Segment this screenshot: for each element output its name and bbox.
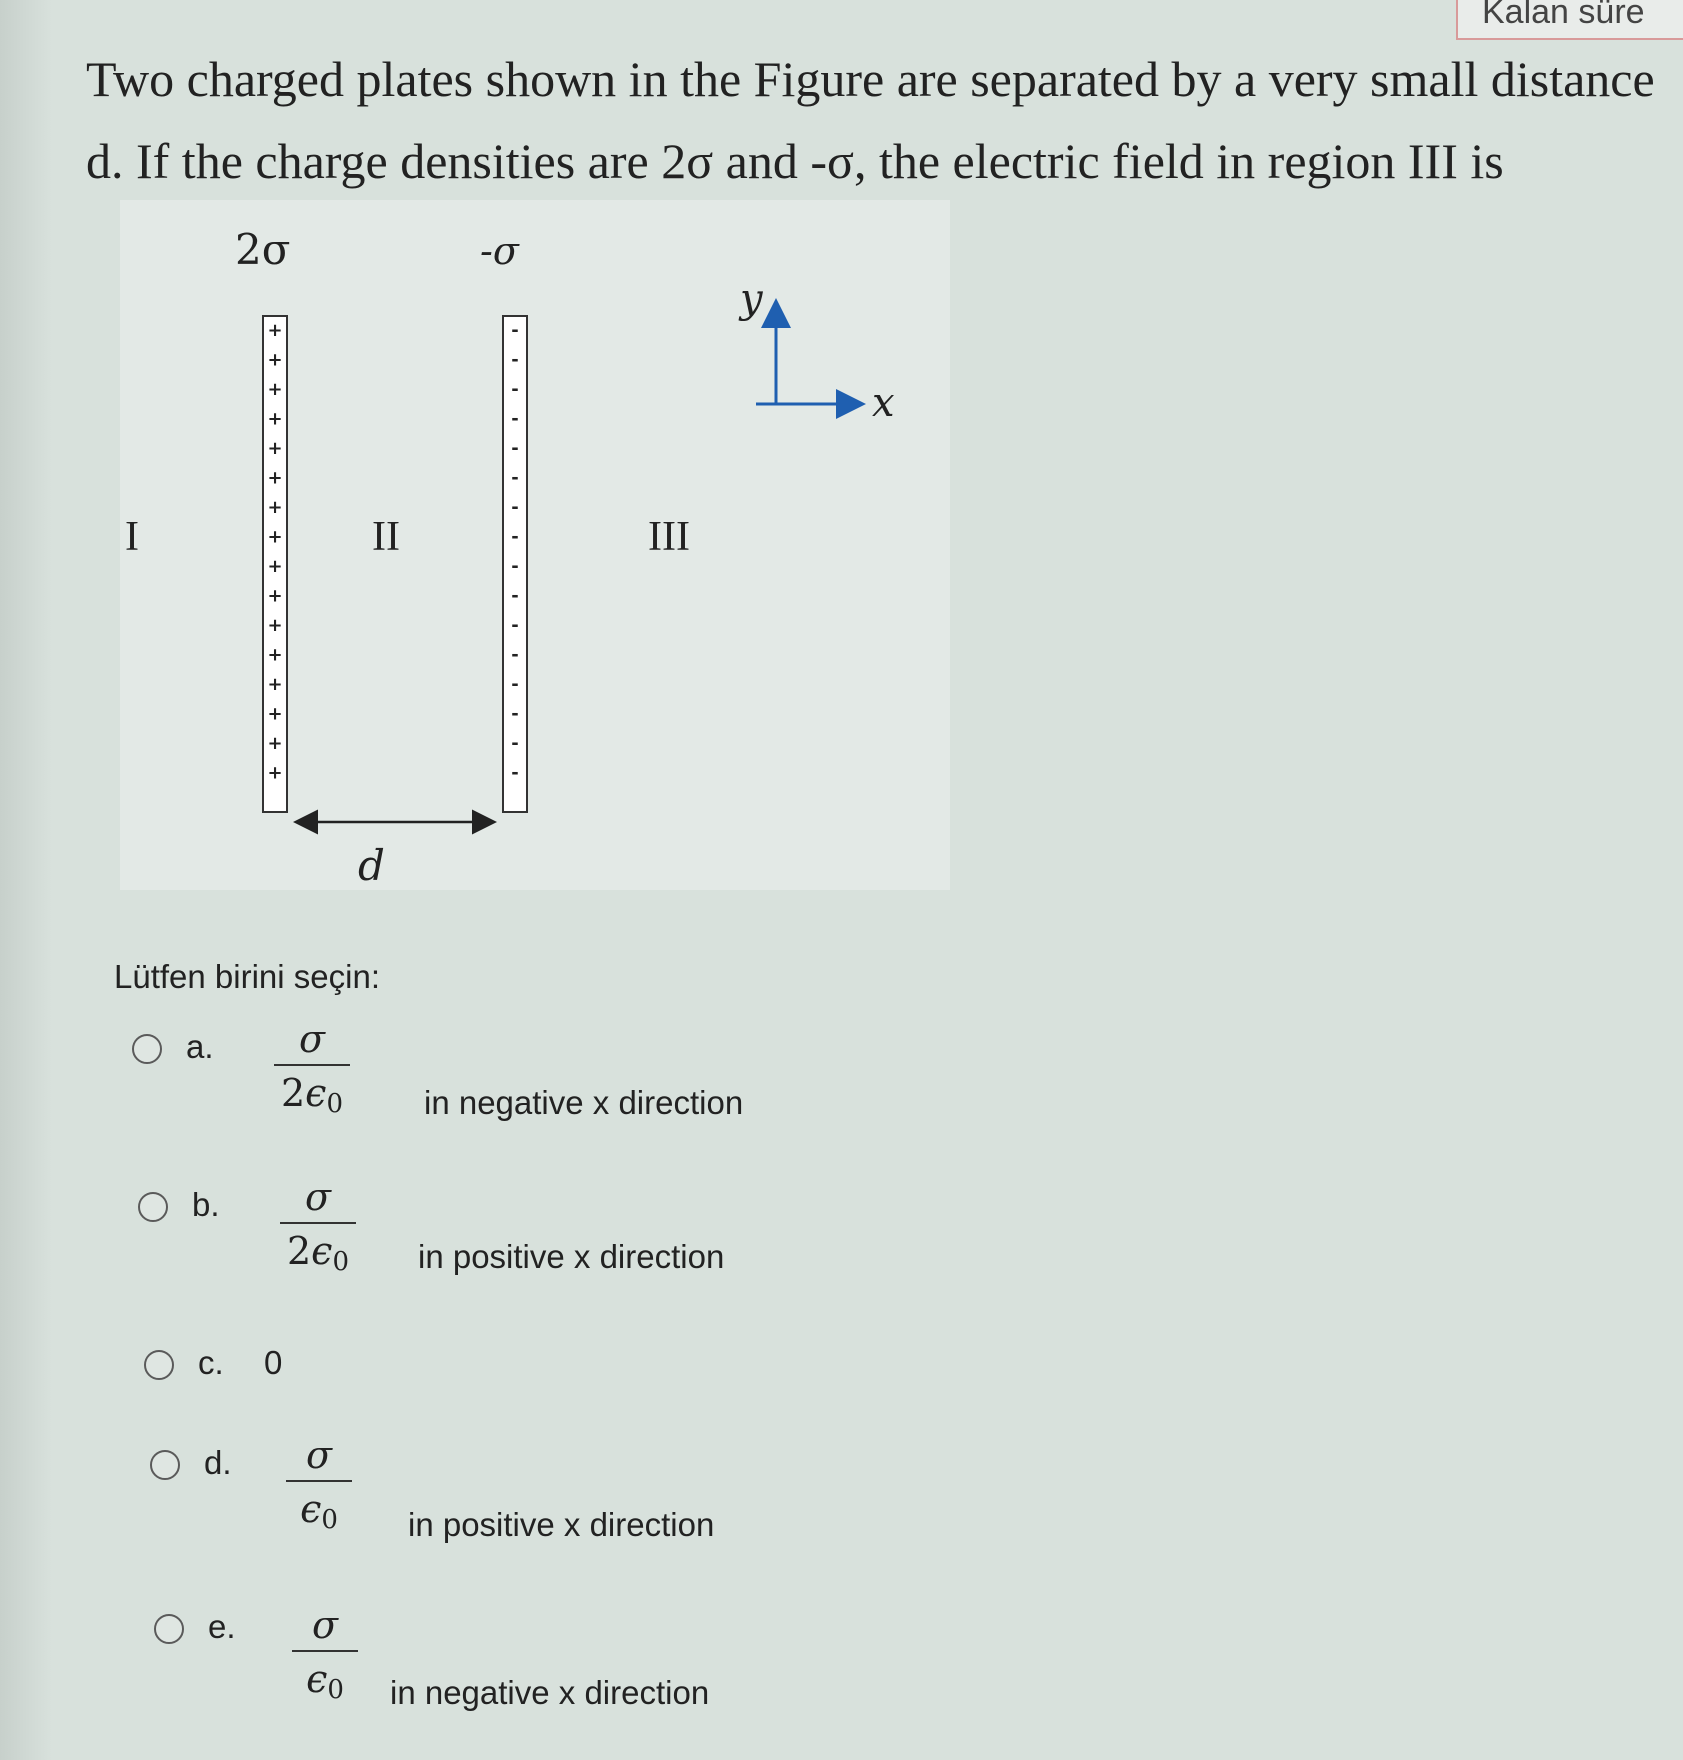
option-b[interactable] xyxy=(138,1175,778,1277)
minus-charge-sign: - xyxy=(511,615,519,636)
minus-charge-sign: - xyxy=(511,349,519,371)
option-b-numerator: σ xyxy=(305,1175,331,1219)
minus-charge-sign: - xyxy=(511,467,519,489)
region-3-label: III xyxy=(648,514,690,560)
den-subscript: 0 xyxy=(321,1505,338,1535)
option-e-fraction xyxy=(290,1600,360,1706)
plate-left-label: 2σ xyxy=(235,225,291,274)
y-axis-label: y xyxy=(740,276,763,322)
den-coefficient: 2 xyxy=(280,1071,306,1115)
minus-charge-sign: - xyxy=(511,762,519,784)
plus-charge-sign: + xyxy=(267,408,283,430)
region-2-label: II xyxy=(372,514,400,560)
option-e-numerator: σ xyxy=(312,1603,338,1647)
den-epsilon: ϵ xyxy=(306,1657,328,1701)
plus-charge-sign: + xyxy=(267,615,283,636)
radio-option-a[interactable] xyxy=(132,1034,162,1064)
den-epsilon: ϵ xyxy=(305,1071,327,1115)
minus-charge-sign: - xyxy=(511,408,519,430)
plus-charge-sign: + xyxy=(267,467,283,489)
radio-option-c[interactable] xyxy=(144,1350,174,1380)
plus-charge-sign: + xyxy=(267,585,283,607)
plus-charge-sign: + xyxy=(267,526,283,548)
option-e-text: in negative x direction xyxy=(390,1674,710,1711)
den-epsilon: ϵ xyxy=(311,1229,333,1273)
plus-charge-sign: + xyxy=(267,762,283,784)
option-c-value: 0 xyxy=(264,1344,283,1381)
radio-option-d[interactable] xyxy=(150,1450,180,1480)
plus-charge-sign: + xyxy=(267,644,283,666)
negative-plate xyxy=(503,316,527,812)
plates-diagram xyxy=(120,200,950,890)
screen-edge xyxy=(0,0,52,1760)
minus-charge-sign: - xyxy=(511,497,519,518)
question-line-1: Two charged plates shown in the Figure are separated by a very small distance xyxy=(86,51,1655,107)
option-d-text: in positive x direction xyxy=(408,1506,715,1543)
question-text xyxy=(86,38,1676,202)
option-e[interactable] xyxy=(154,1603,794,1711)
coordinate-axes xyxy=(738,276,895,426)
option-b-letter: b. xyxy=(192,1186,220,1223)
den-subscript: 0 xyxy=(326,1089,344,1119)
plus-charge-sign: + xyxy=(267,674,283,695)
option-d-numerator: σ xyxy=(306,1433,332,1477)
select-one-prompt: Lütfen birini seçin: xyxy=(114,958,380,995)
minus-charge-sign: - xyxy=(511,585,519,607)
positive-plate xyxy=(263,316,287,812)
plus-charge-sign: + xyxy=(267,379,283,400)
option-b-text: in positive x direction xyxy=(418,1238,725,1275)
option-d-denominator xyxy=(284,1482,354,1536)
den-epsilon: ϵ xyxy=(300,1487,322,1531)
minus-charge-sign: - xyxy=(511,703,519,725)
separation-label: d xyxy=(358,841,385,890)
option-b-denominator xyxy=(278,1224,358,1278)
plus-charge-sign: + xyxy=(267,733,283,754)
option-d-fraction xyxy=(284,1430,354,1536)
radio-option-b[interactable] xyxy=(138,1192,168,1222)
plus-charge-sign: + xyxy=(267,703,283,725)
plus-charge-sign: + xyxy=(267,320,283,341)
den-coefficient: 2 xyxy=(286,1229,312,1273)
question-line-2: d. If the charge densities are 2σ and -σ, the electric field in region III is xyxy=(86,133,1504,189)
minus-charge-sign: - xyxy=(511,320,519,341)
minus-charge-sign: - xyxy=(511,438,519,459)
radio-option-e[interactable] xyxy=(154,1614,184,1644)
x-axis-label: x xyxy=(872,380,895,426)
option-a-fraction xyxy=(272,1014,352,1120)
minus-charge-sign: - xyxy=(511,644,519,666)
den-subscript: 0 xyxy=(327,1675,344,1705)
time-remaining-box xyxy=(1456,0,1683,40)
minus-charge-sign: - xyxy=(511,379,519,400)
option-a[interactable] xyxy=(132,1017,772,1121)
option-a-numerator: σ xyxy=(299,1017,325,1061)
option-c-letter: c. xyxy=(198,1344,224,1381)
plus-charge-sign: + xyxy=(267,438,283,459)
plate-right-label: -σ xyxy=(480,229,519,273)
plus-charge-sign: + xyxy=(267,349,283,371)
option-a-letter: a. xyxy=(186,1028,214,1065)
den-subscript: 0 xyxy=(332,1247,350,1277)
plus-charge-sign: + xyxy=(267,497,283,518)
option-e-denominator xyxy=(290,1652,360,1706)
minus-charge-sign: - xyxy=(511,556,519,577)
minus-charge-sign: - xyxy=(511,674,519,695)
option-c[interactable] xyxy=(144,1344,444,1410)
minus-charge-sign: - xyxy=(511,526,519,548)
minus-charge-sign: - xyxy=(511,733,519,754)
region-1-label: I xyxy=(125,514,139,560)
option-e-letter: e. xyxy=(208,1608,236,1645)
time-remaining-label: Kalan süre xyxy=(1482,0,1645,31)
option-b-fraction xyxy=(278,1172,358,1278)
option-a-text: in negative x direction xyxy=(424,1084,744,1121)
figure xyxy=(120,200,950,890)
option-a-denominator xyxy=(272,1066,352,1120)
option-d[interactable] xyxy=(150,1433,790,1543)
plus-charge-sign: + xyxy=(267,556,283,577)
option-d-letter: d. xyxy=(204,1444,232,1481)
